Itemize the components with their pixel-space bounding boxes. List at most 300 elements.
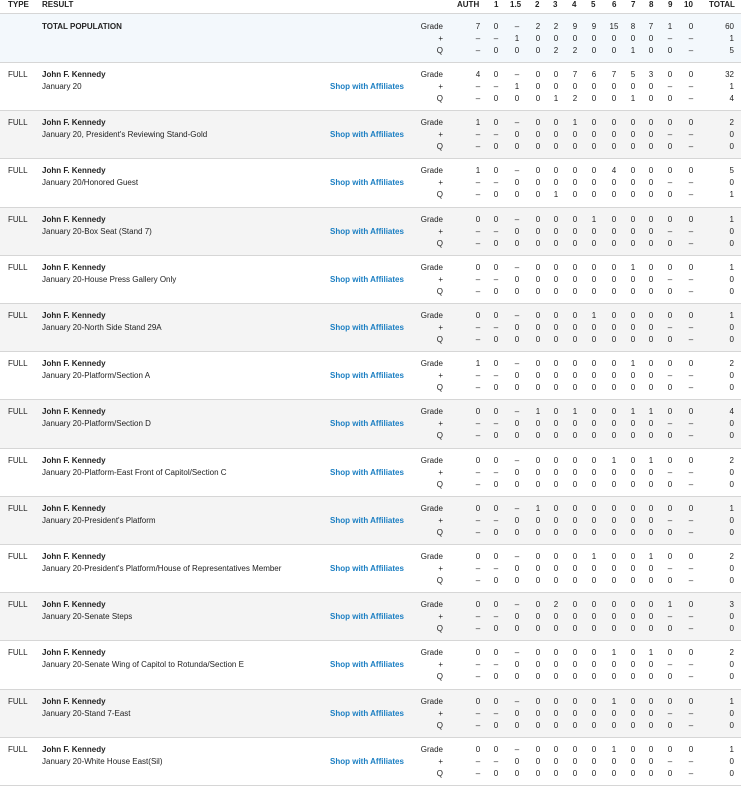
result-description: January 20-Senate Wing of Capitol to Rotunda/Section E bbox=[42, 660, 244, 669]
total-cell: 0 bbox=[729, 142, 734, 151]
count-cell: 0 bbox=[535, 612, 541, 621]
count-cell: 0 bbox=[630, 215, 636, 224]
row-label-grade: Grade bbox=[420, 745, 443, 754]
count-cell: – bbox=[493, 371, 499, 380]
count-cell: 0 bbox=[572, 275, 578, 284]
count-cell: – bbox=[688, 335, 694, 344]
row-label-q: Q bbox=[436, 528, 443, 537]
count-cell: 0 bbox=[667, 672, 673, 681]
count-cell: 0 bbox=[667, 215, 673, 224]
result-description: January 20-Box Seat (Stand 7) bbox=[42, 227, 152, 236]
count-cell: – bbox=[667, 371, 673, 380]
count-cell: 0 bbox=[630, 672, 636, 681]
count-cell: 0 bbox=[535, 624, 541, 633]
result-description: January 20-Platform/Section D bbox=[42, 419, 151, 428]
count-cell: 0 bbox=[611, 287, 617, 296]
count-cell: 0 bbox=[591, 648, 597, 657]
count-cell: 1 bbox=[611, 697, 617, 706]
result-description: January 20-Platform-East Front of Capitol/Section C bbox=[42, 468, 227, 477]
count-cell: 0 bbox=[475, 600, 481, 609]
count-cell: – bbox=[667, 660, 673, 669]
count-cell: 0 bbox=[667, 263, 673, 272]
count-cell: 0 bbox=[572, 552, 578, 561]
count-cell: 0 bbox=[553, 239, 559, 248]
count-cell: – bbox=[688, 239, 694, 248]
count-cell: 0 bbox=[553, 142, 559, 151]
count-cell: 0 bbox=[514, 480, 520, 489]
count-cell: 0 bbox=[667, 721, 673, 730]
table-row bbox=[0, 448, 741, 497]
count-cell: – bbox=[667, 564, 673, 573]
row-label-plus: + bbox=[438, 757, 443, 766]
count-cell: 0 bbox=[611, 190, 617, 199]
count-cell: 0 bbox=[493, 480, 499, 489]
count-cell: 0 bbox=[553, 359, 559, 368]
total-cell: 1 bbox=[729, 190, 734, 199]
header-result: RESULT bbox=[42, 0, 74, 9]
count-cell: 0 bbox=[667, 528, 673, 537]
count-cell: 0 bbox=[648, 721, 654, 730]
total-cell: 0 bbox=[729, 528, 734, 537]
count-cell: 0 bbox=[553, 263, 559, 272]
shop-with-affiliates-link[interactable]: Shop with Affiliates bbox=[330, 275, 404, 284]
result-description: January 20-House Press Gallery Only bbox=[42, 275, 177, 284]
count-cell: 0 bbox=[667, 166, 673, 175]
count-cell: 0 bbox=[611, 178, 617, 187]
count-cell: 0 bbox=[591, 672, 597, 681]
count-cell: 0 bbox=[591, 564, 597, 573]
count-cell: 0 bbox=[553, 311, 559, 320]
total-cell: 2 bbox=[729, 552, 734, 561]
count-cell: 0 bbox=[648, 311, 654, 320]
count-cell: 0 bbox=[611, 335, 617, 344]
total-cell: 32 bbox=[725, 70, 734, 79]
result-description: January 20-Platform/Section A bbox=[42, 371, 151, 380]
count-cell: 0 bbox=[591, 600, 597, 609]
count-cell: 0 bbox=[572, 528, 578, 537]
count-cell: – bbox=[475, 190, 481, 199]
count-cell: 0 bbox=[572, 263, 578, 272]
count-cell: 0 bbox=[630, 371, 636, 380]
count-cell: – bbox=[667, 419, 673, 428]
count-cell: 4 bbox=[611, 166, 617, 175]
count-cell: 0 bbox=[493, 239, 499, 248]
count-cell: – bbox=[475, 142, 481, 151]
shop-with-affiliates-link[interactable]: Shop with Affiliates bbox=[330, 130, 404, 139]
result-name: John F. Kennedy bbox=[42, 504, 106, 513]
table-row bbox=[0, 592, 741, 641]
count-cell: – bbox=[475, 672, 481, 681]
table-bottom-border bbox=[0, 785, 741, 786]
result-name: John F. Kennedy bbox=[42, 648, 106, 657]
shop-with-affiliates-link[interactable]: Shop with Affiliates bbox=[330, 323, 404, 332]
table-row bbox=[0, 207, 741, 256]
count-cell: 0 bbox=[688, 407, 694, 416]
count-cell: 1 bbox=[553, 190, 559, 199]
row-label-q: Q bbox=[436, 239, 443, 248]
count-cell: 0 bbox=[630, 287, 636, 296]
count-cell: 0 bbox=[611, 504, 617, 513]
count-cell: 1 bbox=[611, 456, 617, 465]
count-cell: 0 bbox=[535, 552, 541, 561]
count-cell: 0 bbox=[611, 311, 617, 320]
count-cell: 0 bbox=[572, 359, 578, 368]
row-label-q: Q bbox=[436, 576, 443, 585]
total-cell: 0 bbox=[729, 709, 734, 718]
count-cell: 0 bbox=[493, 648, 499, 657]
count-cell: 0 bbox=[553, 648, 559, 657]
count-cell: – bbox=[475, 275, 481, 284]
count-cell: 0 bbox=[535, 516, 541, 525]
count-cell: 0 bbox=[630, 648, 636, 657]
count-cell: – bbox=[475, 239, 481, 248]
count-cell: – bbox=[688, 516, 694, 525]
type-cell: FULL bbox=[8, 407, 28, 416]
count-cell: 0 bbox=[667, 94, 673, 103]
count-cell: 0 bbox=[535, 46, 541, 55]
count-cell: 0 bbox=[611, 480, 617, 489]
count-cell: 0 bbox=[648, 600, 654, 609]
count-cell: 0 bbox=[688, 166, 694, 175]
count-cell: 8 bbox=[630, 22, 636, 31]
count-cell: 0 bbox=[648, 323, 654, 332]
total-cell: 5 bbox=[729, 46, 734, 55]
count-cell: 0 bbox=[648, 431, 654, 440]
count-cell: 0 bbox=[667, 239, 673, 248]
count-cell: 0 bbox=[535, 118, 541, 127]
row-label-q: Q bbox=[436, 94, 443, 103]
shop-with-affiliates-link[interactable]: Shop with Affiliates bbox=[330, 612, 404, 621]
count-cell: 0 bbox=[630, 130, 636, 139]
count-cell: – bbox=[688, 419, 694, 428]
count-cell: 0 bbox=[611, 721, 617, 730]
shop-with-affiliates-link[interactable]: Shop with Affiliates bbox=[330, 564, 404, 573]
count-cell: 0 bbox=[667, 142, 673, 151]
result-name: John F. Kennedy bbox=[42, 552, 106, 561]
shop-with-affiliates-link[interactable]: Shop with Affiliates bbox=[330, 516, 404, 525]
count-cell: 3 bbox=[648, 70, 654, 79]
count-cell: – bbox=[514, 311, 520, 320]
table-row bbox=[0, 496, 741, 545]
row-label-grade: Grade bbox=[420, 456, 443, 465]
count-cell: 0 bbox=[553, 335, 559, 344]
count-cell: 0 bbox=[493, 407, 499, 416]
count-cell: 0 bbox=[572, 227, 578, 236]
count-cell: – bbox=[514, 263, 520, 272]
count-cell: 0 bbox=[667, 118, 673, 127]
row-label-plus: + bbox=[438, 227, 443, 236]
count-cell: 0 bbox=[475, 456, 481, 465]
total-cell: 60 bbox=[725, 22, 734, 31]
count-cell: 0 bbox=[648, 660, 654, 669]
count-cell: – bbox=[475, 721, 481, 730]
count-cell: 0 bbox=[572, 564, 578, 573]
count-cell: – bbox=[688, 130, 694, 139]
count-cell: 0 bbox=[572, 239, 578, 248]
count-cell: 0 bbox=[535, 335, 541, 344]
count-cell: – bbox=[688, 528, 694, 537]
count-cell: 0 bbox=[553, 612, 559, 621]
count-cell: 0 bbox=[591, 94, 597, 103]
count-cell: 0 bbox=[667, 359, 673, 368]
count-cell: 0 bbox=[591, 178, 597, 187]
count-cell: 0 bbox=[475, 263, 481, 272]
shop-with-affiliates-link[interactable]: Shop with Affiliates bbox=[330, 82, 404, 91]
count-cell: 0 bbox=[630, 311, 636, 320]
total-cell: 0 bbox=[729, 383, 734, 392]
count-cell: – bbox=[667, 178, 673, 187]
count-cell: 0 bbox=[630, 552, 636, 561]
count-cell: 2 bbox=[553, 600, 559, 609]
count-cell: 0 bbox=[591, 142, 597, 151]
count-cell: 0 bbox=[493, 70, 499, 79]
count-cell: 0 bbox=[667, 576, 673, 585]
count-cell: 0 bbox=[493, 769, 499, 778]
row-label-grade: Grade bbox=[420, 166, 443, 175]
count-cell: 0 bbox=[591, 709, 597, 718]
count-cell: 0 bbox=[535, 480, 541, 489]
count-cell: 0 bbox=[648, 624, 654, 633]
count-cell: 0 bbox=[553, 130, 559, 139]
total-cell: 5 bbox=[729, 166, 734, 175]
count-cell: 0 bbox=[591, 383, 597, 392]
count-cell: 0 bbox=[493, 263, 499, 272]
count-cell: 0 bbox=[611, 431, 617, 440]
count-cell: 0 bbox=[553, 407, 559, 416]
header-type: TYPE bbox=[8, 0, 29, 9]
count-cell: 0 bbox=[572, 130, 578, 139]
count-cell: – bbox=[475, 528, 481, 537]
count-cell: – bbox=[493, 564, 499, 573]
count-cell: 1 bbox=[591, 215, 597, 224]
count-cell: – bbox=[688, 287, 694, 296]
count-cell: 0 bbox=[514, 672, 520, 681]
count-cell: 0 bbox=[688, 118, 694, 127]
table-row bbox=[0, 640, 741, 690]
count-cell: 0 bbox=[648, 516, 654, 525]
total-cell: 0 bbox=[729, 287, 734, 296]
count-cell: 0 bbox=[535, 757, 541, 766]
shop-with-affiliates-link[interactable]: Shop with Affiliates bbox=[330, 757, 404, 766]
count-cell: 0 bbox=[667, 190, 673, 199]
count-cell: 0 bbox=[553, 166, 559, 175]
count-cell: 0 bbox=[667, 745, 673, 754]
type-cell: FULL bbox=[8, 456, 28, 465]
count-cell: 0 bbox=[493, 383, 499, 392]
header-grade-1: 1 bbox=[494, 0, 499, 9]
table-row bbox=[0, 303, 741, 352]
type-cell: FULL bbox=[8, 263, 28, 272]
count-cell: 0 bbox=[475, 504, 481, 513]
shop-with-affiliates-link[interactable]: Shop with Affiliates bbox=[330, 371, 404, 380]
count-cell: 0 bbox=[648, 745, 654, 754]
count-cell: 0 bbox=[630, 239, 636, 248]
total-cell: 1 bbox=[729, 504, 734, 513]
row-label-plus: + bbox=[438, 564, 443, 573]
shop-with-affiliates-link[interactable]: Shop with Affiliates bbox=[330, 227, 404, 236]
count-cell: – bbox=[475, 130, 481, 139]
count-cell: 1 bbox=[667, 22, 673, 31]
row-label-plus: + bbox=[438, 660, 443, 669]
count-cell: 0 bbox=[535, 130, 541, 139]
shop-with-affiliates-link[interactable]: Shop with Affiliates bbox=[330, 709, 404, 718]
count-cell: 0 bbox=[591, 287, 597, 296]
count-cell: 0 bbox=[648, 335, 654, 344]
total-cell: 0 bbox=[729, 660, 734, 669]
total-cell: 0 bbox=[729, 323, 734, 332]
count-cell: 0 bbox=[667, 46, 673, 55]
count-cell: 0 bbox=[572, 431, 578, 440]
count-cell: 4 bbox=[475, 70, 481, 79]
total-cell: 0 bbox=[729, 239, 734, 248]
count-cell: 0 bbox=[572, 624, 578, 633]
total-cell: 0 bbox=[729, 431, 734, 440]
count-cell: 0 bbox=[493, 576, 499, 585]
count-cell: 0 bbox=[648, 130, 654, 139]
type-cell: FULL bbox=[8, 118, 28, 127]
header-grade-7: 7 bbox=[631, 0, 636, 9]
count-cell: – bbox=[688, 564, 694, 573]
count-cell: 0 bbox=[611, 323, 617, 332]
row-label-plus: + bbox=[438, 371, 443, 380]
count-cell: 0 bbox=[493, 22, 499, 31]
count-cell: 0 bbox=[535, 383, 541, 392]
count-cell: 0 bbox=[688, 263, 694, 272]
row-label-plus: + bbox=[438, 709, 443, 718]
count-cell: 0 bbox=[535, 648, 541, 657]
count-cell: 9 bbox=[572, 22, 578, 31]
count-cell: – bbox=[475, 612, 481, 621]
count-cell: 0 bbox=[630, 118, 636, 127]
count-cell: 0 bbox=[535, 82, 541, 91]
count-cell: 0 bbox=[535, 769, 541, 778]
count-cell: 1 bbox=[630, 94, 636, 103]
type-cell: FULL bbox=[8, 600, 28, 609]
count-cell: 0 bbox=[630, 323, 636, 332]
count-cell: 0 bbox=[535, 431, 541, 440]
count-cell: 0 bbox=[535, 142, 541, 151]
count-cell: 0 bbox=[630, 697, 636, 706]
count-cell: – bbox=[667, 612, 673, 621]
count-cell: 0 bbox=[553, 118, 559, 127]
count-cell: 0 bbox=[591, 359, 597, 368]
count-cell: 0 bbox=[572, 371, 578, 380]
count-cell: 0 bbox=[572, 178, 578, 187]
count-cell: – bbox=[688, 323, 694, 332]
count-cell: – bbox=[514, 407, 520, 416]
count-cell: 0 bbox=[591, 82, 597, 91]
count-cell: 0 bbox=[688, 648, 694, 657]
count-cell: 0 bbox=[648, 468, 654, 477]
count-cell: 0 bbox=[630, 600, 636, 609]
shop-with-affiliates-link[interactable]: Shop with Affiliates bbox=[330, 660, 404, 669]
count-cell: 0 bbox=[553, 769, 559, 778]
total-cell: 0 bbox=[729, 612, 734, 621]
count-cell: 0 bbox=[493, 166, 499, 175]
header-grade-6: 6 bbox=[612, 0, 617, 9]
count-cell: 1 bbox=[475, 118, 481, 127]
count-cell: 0 bbox=[553, 745, 559, 754]
count-cell: 0 bbox=[630, 190, 636, 199]
count-cell: 0 bbox=[648, 697, 654, 706]
count-cell: – bbox=[475, 757, 481, 766]
type-cell: FULL bbox=[8, 648, 28, 657]
count-cell: 0 bbox=[535, 371, 541, 380]
row-label-grade: Grade bbox=[420, 697, 443, 706]
count-cell: 0 bbox=[572, 190, 578, 199]
result-description: January 20, President's Reviewing Stand-Gold bbox=[42, 130, 208, 139]
total-cell: 1 bbox=[729, 697, 734, 706]
result-name: John F. Kennedy bbox=[42, 407, 106, 416]
count-cell: 0 bbox=[514, 275, 520, 284]
count-cell: 0 bbox=[553, 419, 559, 428]
type-cell: FULL bbox=[8, 70, 28, 79]
result-description: January 20-President's Platform/House of Representatives Member bbox=[42, 564, 282, 573]
count-cell: 0 bbox=[688, 359, 694, 368]
header-grade-1-5: 1.5 bbox=[510, 0, 522, 9]
count-cell: 0 bbox=[591, 769, 597, 778]
count-cell: 0 bbox=[535, 672, 541, 681]
count-cell: 0 bbox=[630, 275, 636, 284]
count-cell: 0 bbox=[667, 480, 673, 489]
count-cell: 1 bbox=[535, 504, 541, 513]
count-cell: 0 bbox=[514, 564, 520, 573]
count-cell: 0 bbox=[591, 721, 597, 730]
count-cell: 1 bbox=[591, 552, 597, 561]
count-cell: 0 bbox=[611, 118, 617, 127]
count-cell: 0 bbox=[535, 166, 541, 175]
count-cell: – bbox=[514, 22, 520, 31]
count-cell: – bbox=[475, 564, 481, 573]
count-cell: 0 bbox=[611, 468, 617, 477]
count-cell: 0 bbox=[591, 612, 597, 621]
count-cell: – bbox=[688, 431, 694, 440]
count-cell: 0 bbox=[493, 528, 499, 537]
count-cell: 0 bbox=[611, 757, 617, 766]
count-cell: 0 bbox=[535, 190, 541, 199]
count-cell: 0 bbox=[591, 46, 597, 55]
count-cell: 0 bbox=[535, 70, 541, 79]
row-label-q: Q bbox=[436, 672, 443, 681]
total-cell: 1 bbox=[729, 82, 734, 91]
count-cell: – bbox=[514, 70, 520, 79]
result-name: John F. Kennedy bbox=[42, 70, 106, 79]
table-row bbox=[0, 399, 741, 449]
count-cell: 0 bbox=[535, 227, 541, 236]
shop-with-affiliates-link[interactable]: Shop with Affiliates bbox=[330, 178, 404, 187]
count-cell: 0 bbox=[553, 516, 559, 525]
count-cell: – bbox=[493, 275, 499, 284]
type-cell: FULL bbox=[8, 504, 28, 513]
table-row bbox=[0, 737, 741, 786]
shop-with-affiliates-link[interactable]: Shop with Affiliates bbox=[330, 468, 404, 477]
count-cell: 0 bbox=[611, 624, 617, 633]
count-cell: 0 bbox=[630, 34, 636, 43]
count-cell: 0 bbox=[591, 407, 597, 416]
count-cell: – bbox=[514, 359, 520, 368]
count-cell: 0 bbox=[630, 769, 636, 778]
count-cell: 0 bbox=[535, 263, 541, 272]
shop-with-affiliates-link[interactable]: Shop with Affiliates bbox=[330, 419, 404, 428]
count-cell: 0 bbox=[514, 660, 520, 669]
count-cell: 0 bbox=[514, 624, 520, 633]
count-cell: – bbox=[475, 46, 481, 55]
count-cell: 0 bbox=[553, 82, 559, 91]
count-cell: 2 bbox=[535, 22, 541, 31]
count-cell: 0 bbox=[611, 419, 617, 428]
count-cell: – bbox=[475, 34, 481, 43]
count-cell: 0 bbox=[611, 130, 617, 139]
